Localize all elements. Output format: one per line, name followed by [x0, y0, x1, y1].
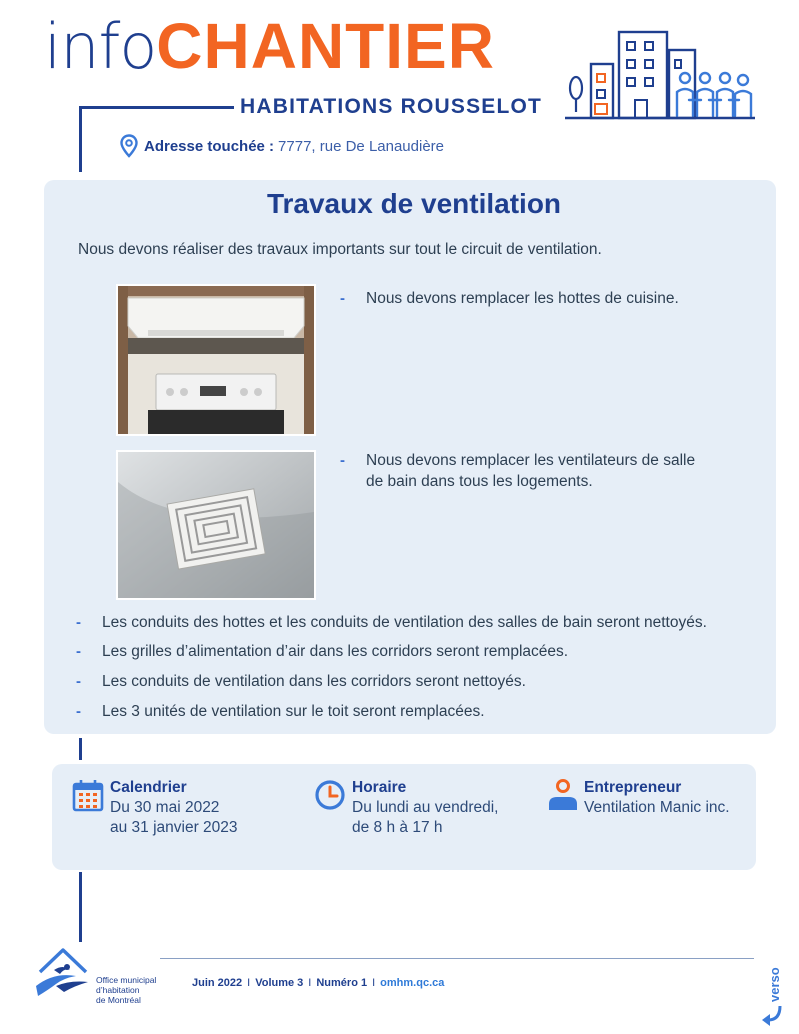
org-name-line: d’habitation: [96, 985, 140, 995]
issue-info: [192, 977, 444, 989]
contractor-block: [546, 778, 730, 818]
header-rule: [80, 106, 234, 109]
list-item-text: Nous devons remplacer les ventilateurs de salle de bain dans tous les logements.: [366, 452, 696, 490]
separator: I: [372, 977, 376, 989]
person-icon: [546, 778, 580, 812]
bullet-dash: -: [76, 673, 81, 690]
list-item: [76, 671, 766, 692]
org-name: [96, 975, 156, 1005]
issue-volume: Volume 3: [255, 977, 304, 989]
schedule-block: [314, 778, 499, 838]
list-item-text: Nous devons remplacer les hottes de cuisine.: [366, 290, 679, 307]
bullet-dash: -: [76, 703, 81, 720]
verso-turn-page[interactable]: [760, 958, 788, 1028]
list-item: [340, 450, 700, 492]
list-item-text: Les conduits des hottes et les conduits de ventilation des salles de bain seront nettoyés.: [102, 614, 707, 631]
kitchen-hood-photo: [116, 284, 316, 436]
bullet-dash: -: [76, 614, 81, 631]
omhm-logo-icon: [34, 946, 92, 1002]
issue-number: Numéro 1: [316, 977, 368, 989]
bathroom-fan-photo: [116, 450, 316, 600]
issue-date: Juin 2022: [192, 977, 243, 989]
separator: I: [308, 977, 312, 989]
footer-rule: [160, 958, 754, 959]
brand-info-text: info: [44, 10, 157, 83]
calendar-heading: Calendrier: [110, 779, 187, 796]
brand-title: [44, 10, 495, 94]
bullet-dash: -: [340, 452, 345, 469]
address-line: [120, 134, 444, 158]
bullet-dash: -: [76, 643, 81, 660]
works-title: Travaux de ventilation: [266, 188, 562, 219]
list-item: [76, 612, 766, 633]
side-rule: [79, 738, 82, 760]
calendar-block: [72, 778, 238, 838]
org-name-line: Office municipal: [96, 975, 157, 985]
project-subtitle: HABITATIONS ROUSSELOT: [240, 95, 543, 118]
schedule-heading: Horaire: [352, 779, 407, 796]
side-rule: [79, 872, 82, 942]
separator: I: [247, 977, 251, 989]
website-link[interactable]: omhm.qc.ca: [380, 977, 445, 989]
list-item-text: Les grilles d’alimentation d’air dans les corridors seront remplacées.: [102, 643, 569, 660]
address-label: Adresse touchée :: [144, 137, 275, 155]
contractor-name: Ventilation Manic inc.: [584, 799, 730, 816]
list-item-text: Les conduits de ventilation dans les corridors seront nettoyés.: [102, 673, 526, 690]
list-item: [76, 701, 766, 722]
org-name-line: de Montréal: [96, 995, 141, 1005]
buildings-people-illustration: [565, 28, 755, 122]
list-item: [76, 641, 766, 662]
calendar-icon: [72, 778, 106, 812]
calendar-end: au 31 janvier 2023: [110, 819, 238, 836]
calendar-start: Du 30 mai 2022: [110, 799, 220, 816]
verso-label: verso: [767, 967, 782, 1002]
schedule-hours: de 8 h à 17 h: [352, 819, 443, 836]
bullet-dash: -: [340, 290, 345, 307]
list-item: [340, 288, 760, 309]
brand-chantier-text: CHANTIER: [156, 10, 495, 82]
side-rule: [79, 106, 82, 172]
address-value: 7777, rue De Lanaudière: [278, 137, 445, 155]
contractor-heading: Entrepreneur: [584, 779, 682, 796]
schedule-days: Du lundi au vendredi,: [352, 799, 499, 816]
list-item-text: Les 3 unités de ventilation sur le toit seront remplacées.: [102, 703, 485, 720]
arrow-head-icon: [762, 1014, 770, 1026]
location-pin-icon: [120, 134, 138, 158]
works-intro: Nous devons réaliser des travaux importants sur tout le circuit de ventilation.: [78, 241, 602, 258]
clock-icon: [314, 778, 348, 812]
